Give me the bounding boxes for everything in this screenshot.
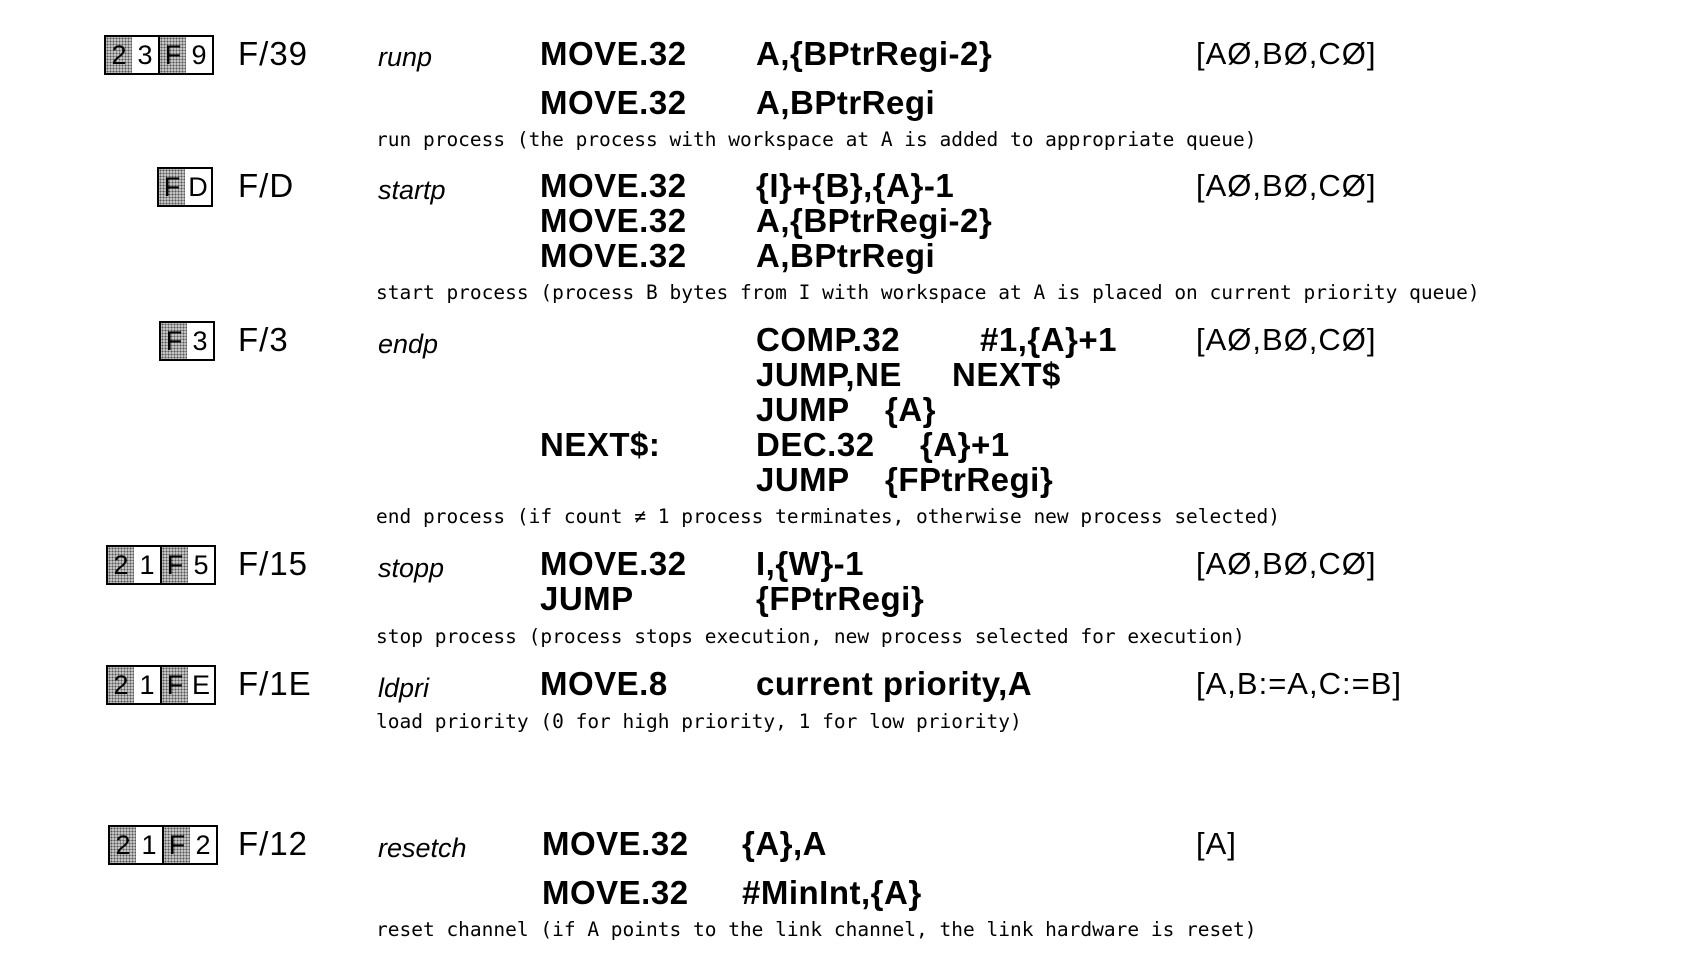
instruction-op: MOVE.32 xyxy=(540,35,687,72)
instruction-op: JUMP,NE xyxy=(756,356,902,393)
instruction-op: MOVE.32 xyxy=(540,84,687,121)
instruction-operand: {A}+1 xyxy=(920,426,1010,463)
instruction-mnemonic: ldpri xyxy=(378,673,430,703)
opcode-digit: 5 xyxy=(193,549,209,580)
instruction-operand: I,{W}-1 xyxy=(756,545,865,582)
opcode-box xyxy=(108,825,218,865)
instruction-description: load priority (0 for high priority, 1 for low priority) xyxy=(376,710,1022,733)
instruction-operand: #1,{A}+1 xyxy=(980,321,1118,358)
opcode-digit: 2 xyxy=(108,667,134,703)
opcode-digit: 3 xyxy=(192,325,208,356)
opcode-digit: 3 xyxy=(137,39,153,70)
instruction-code: F/D xyxy=(238,167,295,204)
opcode-box xyxy=(157,167,213,207)
instruction-description: stop process (process stops execution, new process selected for execution) xyxy=(376,625,1245,648)
instruction-mnemonic: stopp xyxy=(378,553,445,583)
instruction-op: MOVE.32 xyxy=(542,874,689,911)
instruction-op: JUMP xyxy=(756,461,850,498)
instruction-description: start process (process B bytes from I with workspace at A is placed on current priority queue) xyxy=(376,281,1480,304)
opcode-digit: F xyxy=(160,547,188,583)
instruction-operand: {I}+{B},{A}-1 xyxy=(756,167,955,204)
instruction-operand: A,{BPtrRegi-2} xyxy=(756,35,993,72)
opcode-digit: 1 xyxy=(139,669,155,700)
instruction-op: MOVE.32 xyxy=(540,545,687,582)
register-effect: [AØ,BØ,CØ] xyxy=(1196,168,1377,203)
instruction-op: MOVE.32 xyxy=(542,825,689,862)
opcode-box xyxy=(106,545,216,585)
opcode-digit: F xyxy=(160,667,188,703)
register-effect: [AØ,BØ,CØ] xyxy=(1196,546,1377,581)
opcode-box xyxy=(159,321,215,361)
instruction-operand: {A},A xyxy=(742,825,828,862)
instruction-op: COMP.32 xyxy=(756,321,901,358)
opcode-digit: F xyxy=(158,37,186,73)
instruction-operand: {A} xyxy=(885,391,937,428)
opcode-digit: 9 xyxy=(191,39,207,70)
register-effect: [A,B:=A,C:=B] xyxy=(1196,666,1402,701)
instruction-op: MOVE.32 xyxy=(540,167,687,204)
instruction-code: F/15 xyxy=(238,545,309,582)
opcode-digit: 2 xyxy=(106,37,132,73)
instruction-description: reset channel (if A points to the link channel, the link hardware is reset) xyxy=(376,918,1257,941)
instruction-op: MOVE.32 xyxy=(540,237,687,274)
opcode-box xyxy=(106,665,216,705)
instruction-operand: {FPtrRegi} xyxy=(756,580,925,617)
opcode-digit: D xyxy=(188,171,208,202)
instruction-operand: A,{BPtrRegi-2} xyxy=(756,202,993,239)
instruction-mnemonic: endp xyxy=(378,329,439,359)
instruction-op: DEC.32 xyxy=(756,426,875,463)
opcode-box xyxy=(104,35,214,75)
instruction-mnemonic: resetch xyxy=(378,833,467,863)
instruction-operand: NEXT$ xyxy=(952,356,1061,393)
opcode-digit: E xyxy=(191,669,210,700)
instruction-mnemonic: startp xyxy=(378,175,446,205)
instruction-operand: A,BPtrRegi xyxy=(756,237,936,274)
opcode-digit: 2 xyxy=(108,547,134,583)
instruction-mnemonic: runp xyxy=(378,42,433,72)
opcode-digit: 1 xyxy=(141,829,157,860)
instruction-operand: A,BPtrRegi xyxy=(756,84,936,121)
opcode-digit: 2 xyxy=(110,827,136,863)
opcode-digit: 1 xyxy=(139,549,155,580)
instruction-operand: #MinInt,{A} xyxy=(742,874,922,911)
instruction-operand: {FPtrRegi} xyxy=(885,461,1054,498)
instruction-code: F/39 xyxy=(238,35,309,72)
opcode-digit: F xyxy=(161,323,187,359)
opcode-digit: F xyxy=(159,169,185,205)
instruction-code: F/3 xyxy=(238,321,289,358)
instruction-operand: current priority,A xyxy=(756,665,1033,702)
opcode-digit: F xyxy=(162,827,190,863)
register-effect: [A] xyxy=(1196,826,1237,861)
register-effect: [AØ,BØ,CØ] xyxy=(1196,36,1377,71)
instruction-op: MOVE.32 xyxy=(540,202,687,239)
opcode-digit: 2 xyxy=(195,829,211,860)
instruction-description: end process (if count ≠ 1 process terminates, otherwise new process selected) xyxy=(376,505,1280,528)
instruction-op: JUMP xyxy=(756,391,850,428)
instruction-code: F/12 xyxy=(238,825,309,862)
instruction-code: F/1E xyxy=(238,665,312,702)
instruction-op: MOVE.8 xyxy=(540,665,668,702)
register-effect: [AØ,BØ,CØ] xyxy=(1196,322,1377,357)
instruction-op: JUMP xyxy=(540,580,634,617)
instruction-label: NEXT$: xyxy=(540,426,661,463)
instruction-description: run process (the process with workspace at A is added to appropriate queue) xyxy=(376,128,1257,151)
